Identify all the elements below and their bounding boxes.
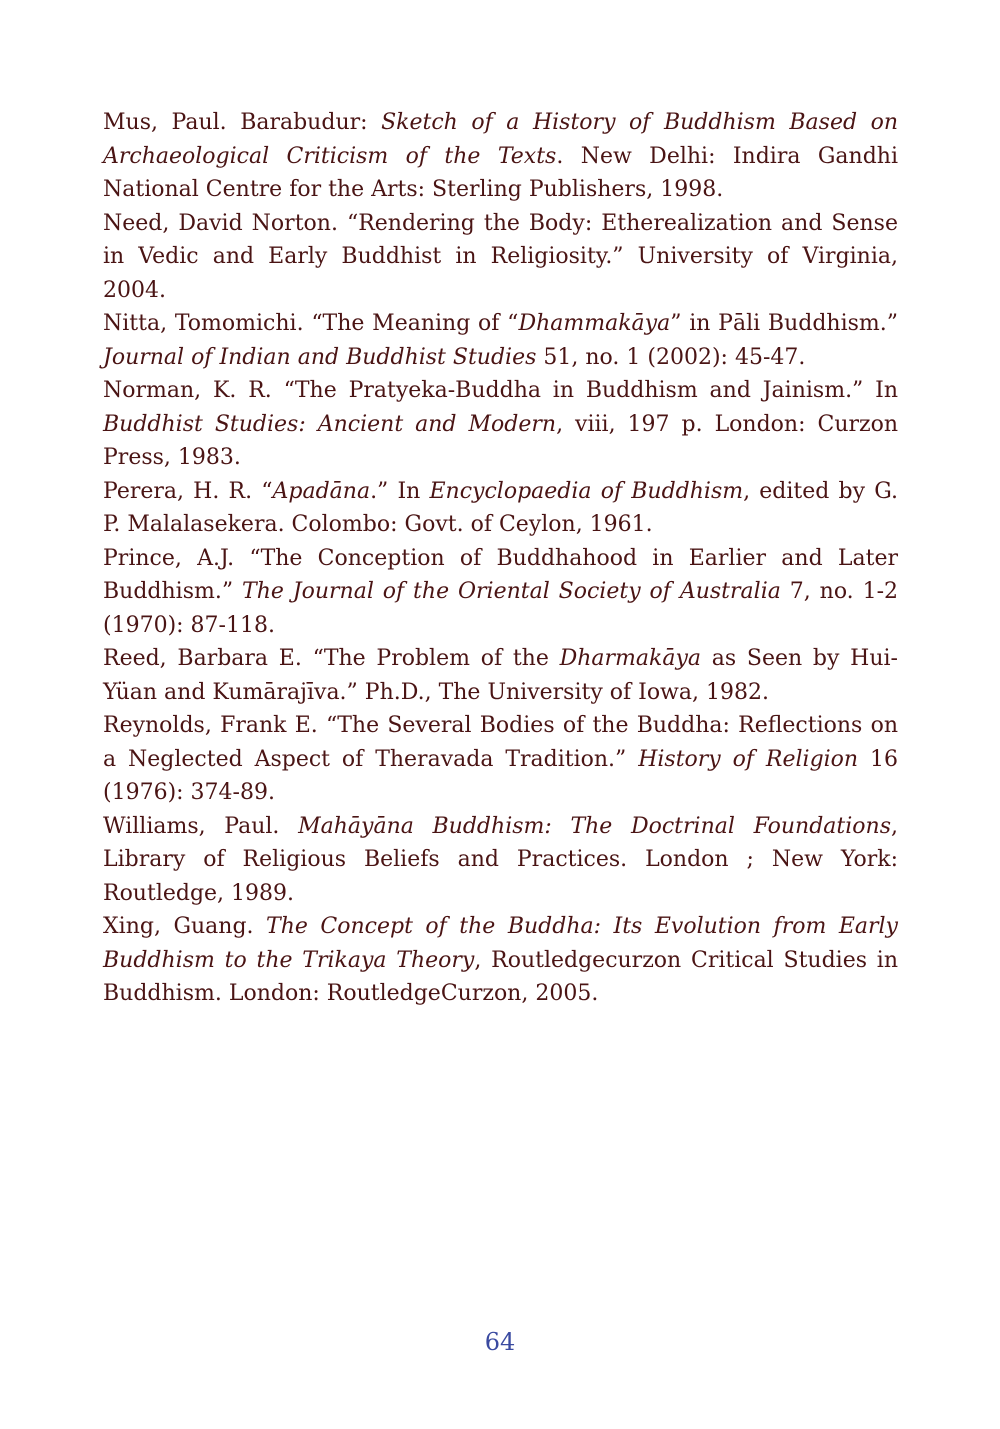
entry-title-italic: Encyclopaedia of Buddhism bbox=[429, 478, 744, 504]
entry-text: Need, David Norton. “Rendering the Body: Etherealization and Sense in Vedic and Early Buddhist in Religiosity.” University of Virginia, 2004. bbox=[103, 210, 898, 303]
entry-title-italic: Mahāyāna Buddhism: The Doctrinal Foundations bbox=[298, 813, 891, 839]
bibliography-entry-perera bbox=[103, 475, 898, 542]
bibliography-entry-reed bbox=[103, 642, 898, 709]
bibliography-entry-nitta bbox=[103, 307, 898, 374]
entry-text: Xing, Guang. bbox=[103, 914, 267, 939]
entry-text: 51, no. 1 (2002): 45-47. bbox=[536, 344, 806, 370]
entry-text: , Routledgecurzon Critical Studies in Buddhism. London: RoutledgeCurzon, 2005. bbox=[103, 947, 898, 1006]
bibliography-entry-mus bbox=[103, 106, 898, 207]
entry-text: ” in Pāli Buddhism.” bbox=[670, 311, 898, 336]
bibliography-entry-norman bbox=[103, 374, 898, 475]
entry-text: Mus, Paul. Barabudur: bbox=[103, 110, 382, 135]
entry-journal-italic: The Journal of the Oriental Society of Australia bbox=[242, 579, 781, 604]
entry-text: Reynolds, Frank E. “The Several Bodies of the Buddha: Reflections on a Neglected Aspect of Theravada Tradition.” bbox=[103, 713, 898, 772]
entry-text: as Seen by Hui-Yüan and Kumārajīva.” Ph.D., The University of Iowa, 1982. bbox=[103, 646, 898, 705]
entry-text: Nitta, Tomomichi. “The Meaning of “ bbox=[103, 311, 519, 336]
entry-journal-italic: Journal of Indian and Buddhist Studies bbox=[103, 344, 537, 370]
entry-text: , Library of Religious Beliefs and Practices. London ; New York: Routledge, 1989. bbox=[103, 813, 898, 906]
entry-title-italic: Buddhist Studies: Ancient and Modern bbox=[103, 411, 557, 437]
entry-text: , edited by G. P. Malalasekera. Colombo: Govt. of Ceylon, 1961. bbox=[103, 478, 898, 537]
entry-term-italic: Apadāna bbox=[272, 478, 371, 504]
entry-text: 16 (1976): 374-89. bbox=[103, 746, 898, 805]
entry-text: 7, no. 1-2 (1970): 87-118. bbox=[103, 579, 899, 638]
entry-text: Perera, H. R. “ bbox=[103, 478, 273, 504]
bibliography-entry-xing bbox=[103, 910, 898, 1011]
entry-journal-italic: History of Religion bbox=[638, 746, 859, 772]
entry-text: , viii, 197 p. London: Curzon Press, 1983. bbox=[103, 411, 899, 470]
entry-text: Williams, Paul. bbox=[103, 813, 299, 839]
entry-term-italic: Dharmakāya bbox=[559, 646, 702, 671]
entry-text: Prince, A.J. “The Conception of Buddhahood in Earlier and Later Buddhism.” bbox=[103, 545, 898, 604]
entry-term-italic: Dhammakāya bbox=[518, 311, 671, 336]
entry-text: .” In bbox=[370, 478, 430, 504]
entry-title-italic: Sketch of a History of Buddhism Based on Archaeological Criticism of the Texts bbox=[103, 110, 898, 169]
page-number: 64 bbox=[484, 1328, 516, 1356]
bibliography-entry-need bbox=[103, 207, 898, 308]
entry-text: Norman, K. R. “The Pratyeka-Buddha in Buddhism and Jainism.” In bbox=[103, 378, 898, 403]
entry-text: Reed, Barbara E. “The Problem of the bbox=[103, 646, 560, 671]
entry-text: . New Delhi: Indira Gandhi National Centre for the Arts: Sterling Publishers, 1998. bbox=[103, 143, 898, 202]
bibliography-entry-williams bbox=[103, 810, 898, 911]
entry-title-italic: The Concept of the Buddha: Its Evolution from Early Buddhism to the Trikaya Theory bbox=[103, 914, 898, 973]
bibliography-entry-reynolds bbox=[103, 709, 898, 810]
bibliography-entry-prince bbox=[103, 542, 898, 643]
bibliography-list bbox=[103, 106, 898, 1011]
